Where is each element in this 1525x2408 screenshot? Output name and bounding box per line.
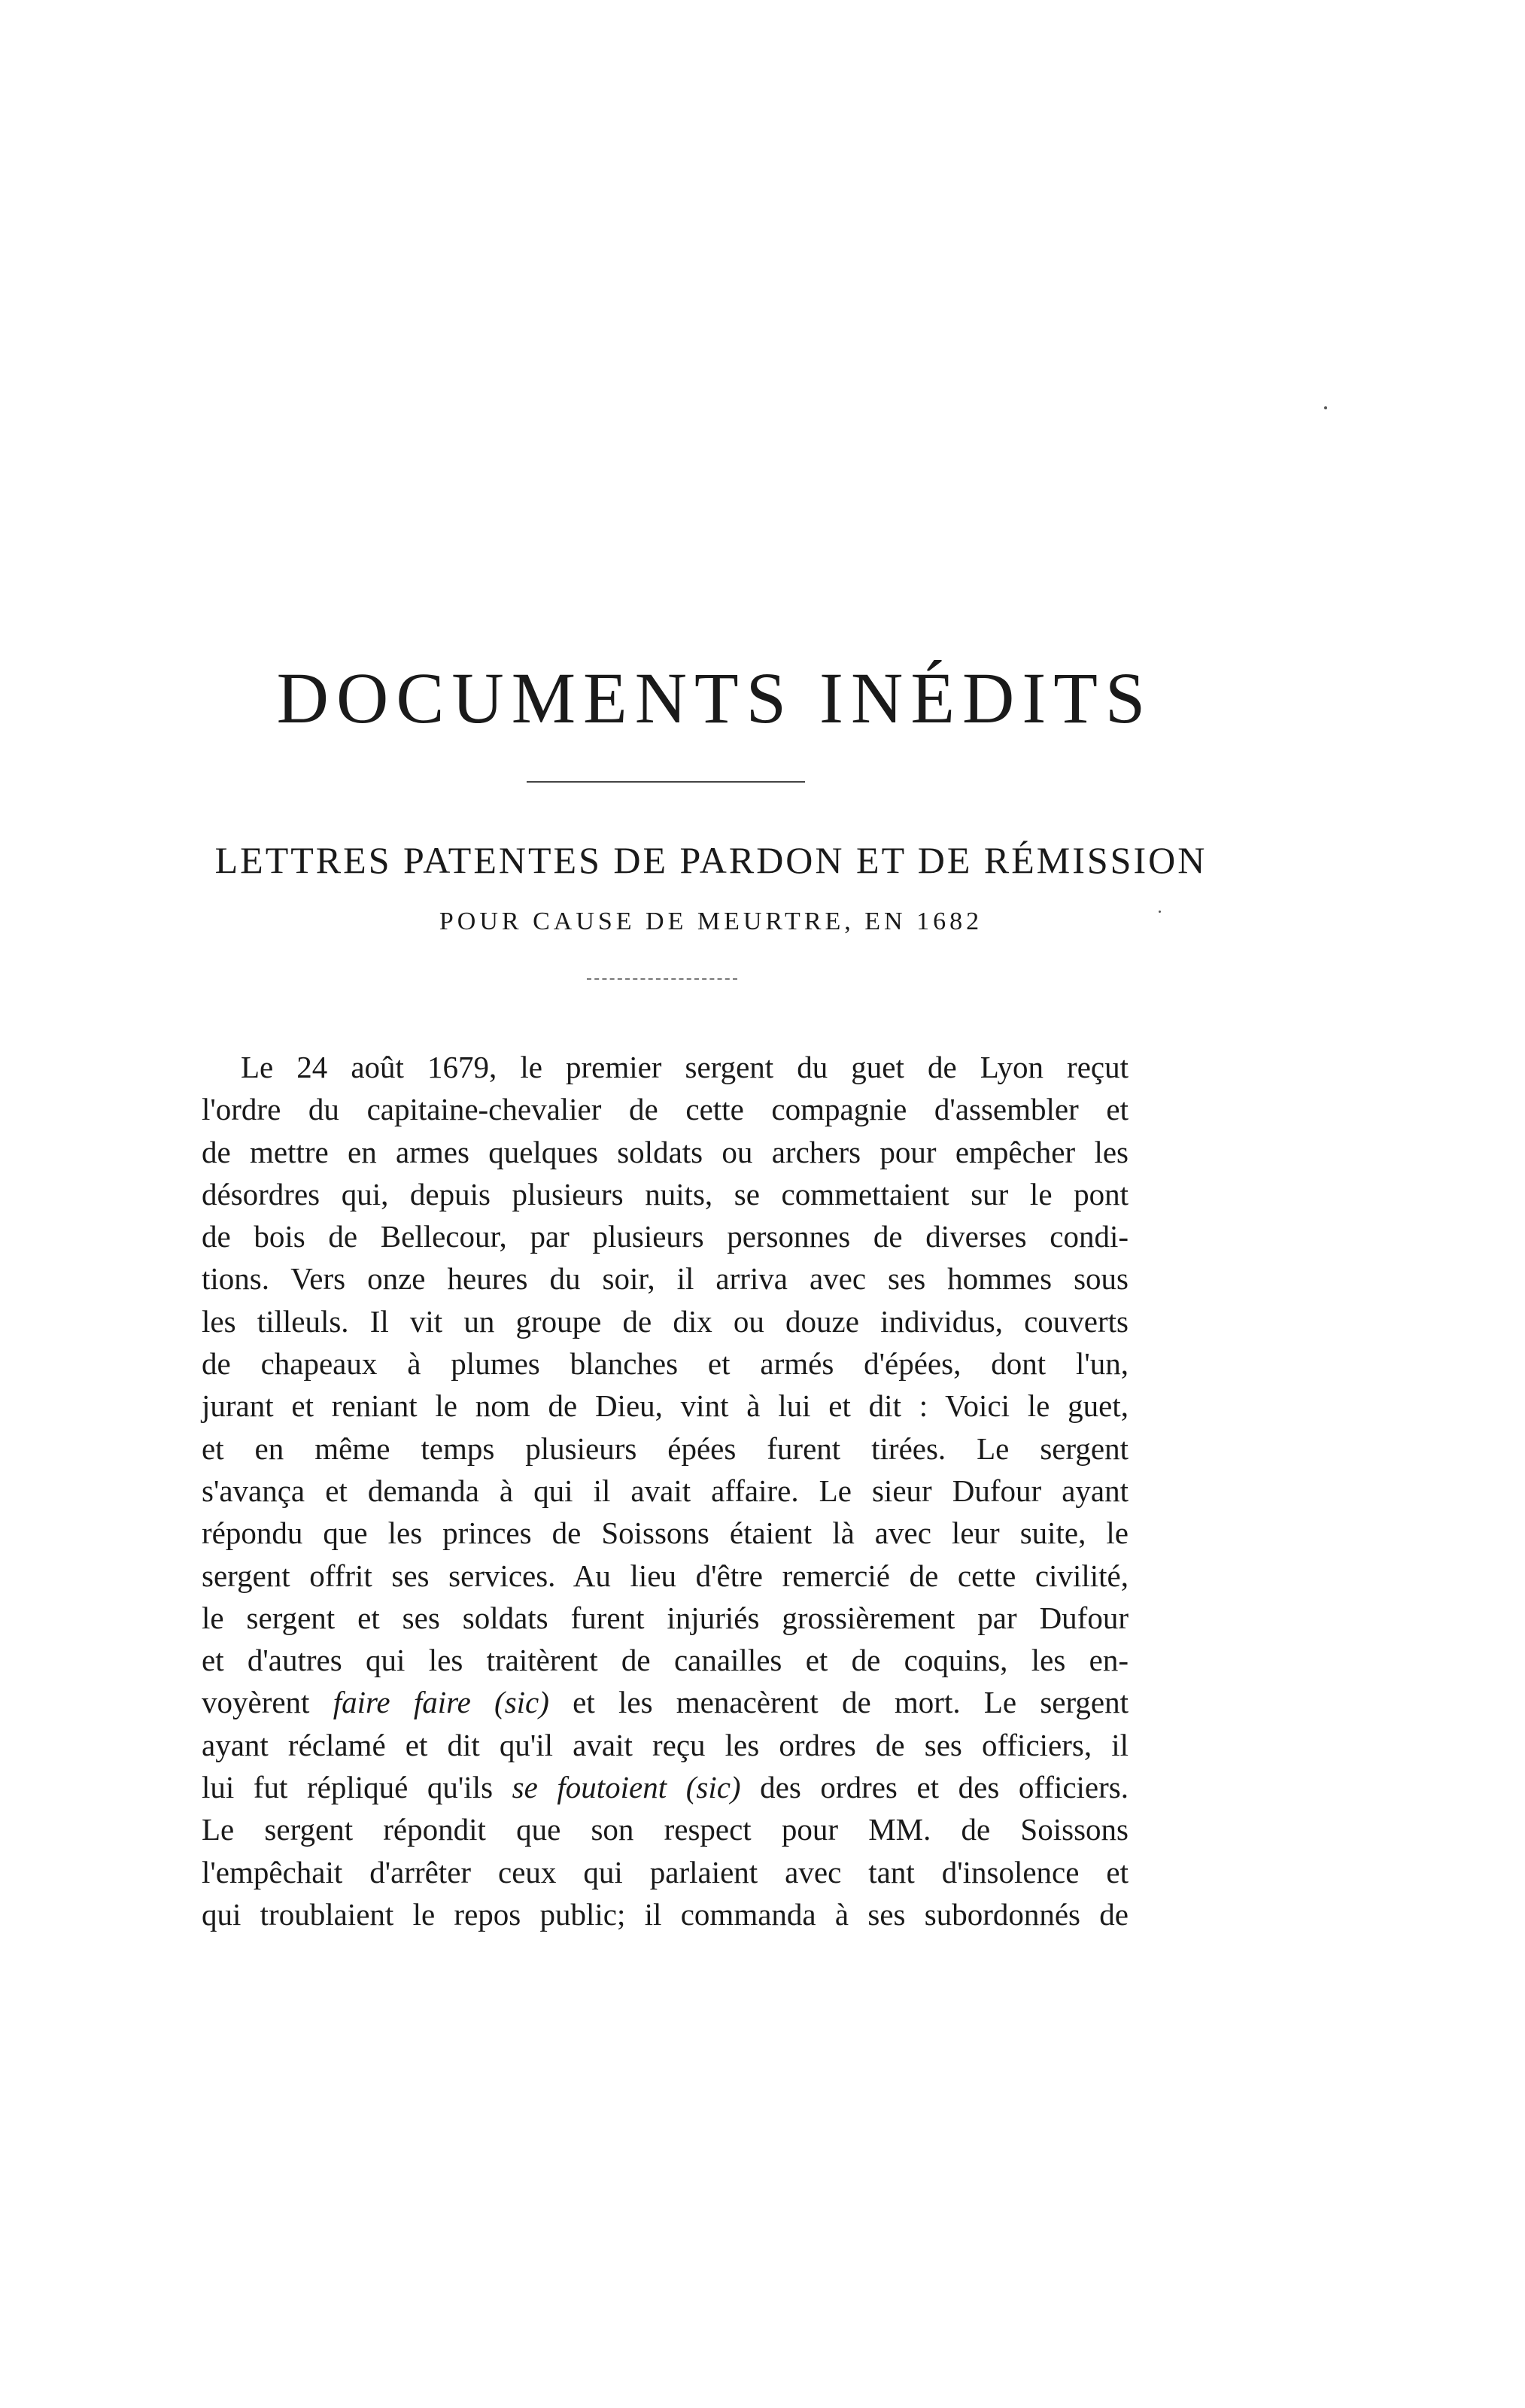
section-divider [587, 978, 737, 980]
text-line: et d'autres qui les traitèrent de canailles et de coquins, les en- [202, 1643, 1129, 1678]
text-line: l'empêchait d'arrêter ceux qui parlaient avec tant d'insolence et [202, 1854, 1129, 1890]
text-line: désordres qui, depuis plusieurs nuits, se commettaient sur le pont [202, 1176, 1129, 1212]
text-line: de chapeaux à plumes blanches et armés d'épées, dont l'un, [202, 1346, 1129, 1382]
text-segment: lui fut répliqué qu'ils [202, 1770, 512, 1805]
text-line: répondu que les princes de Soissons étaient là avec leur suite, le [202, 1516, 1129, 1551]
text-line: Le 24 août 1679, le premier sergent du guet de Lyon reçut [241, 1050, 1129, 1084]
text-line: qui troublaient le repos public; il commanda à ses subordonnés de [202, 1896, 1129, 1932]
text-line: Le sergent répondit que son respect pour MM. de Soissons [202, 1812, 1129, 1847]
print-speck [1324, 406, 1327, 409]
text-line: l'ordre du capitaine-chevalier de cette compagnie d'assembler et [202, 1092, 1129, 1127]
text-segment: voyèrent [202, 1685, 333, 1720]
text-line: de bois de Bellecour, par plusieurs personnes de diverses condi- [202, 1219, 1129, 1254]
title-divider [527, 781, 805, 783]
section-subtitle: POUR CAUSE DE MEURTRE, EN 1682 [439, 908, 983, 935]
italic-phrase: se foutoient (sic) [512, 1770, 741, 1805]
text-line: ayant réclamé et dit qu'il avait reçu les ordres de ses officiers, il [202, 1727, 1129, 1762]
body-text [202, 1046, 1129, 1935]
section-title: LETTRES PATENTES DE PARDON ET DE RÉMISSION [214, 839, 1208, 881]
text-line: jurant et reniant le nom de Dieu, vint à lui et dit : Voici le guet, [202, 1388, 1129, 1424]
text-line: de mettre en armes quelques soldats ou archers pour empêcher les [202, 1134, 1129, 1169]
text-line: et en même temps plusieurs épées furent tirées. Le sergent [202, 1431, 1129, 1466]
text-segment: des ordres et des officiers. [740, 1770, 1129, 1805]
text-line-with-italic [202, 1681, 1129, 1723]
text-line: les tilleuls. Il vit un groupe de dix ou douze individus, couverts [202, 1303, 1129, 1339]
italic-phrase: faire faire (sic) [333, 1685, 549, 1720]
document-title: DOCUMENTS INÉDITS [276, 658, 1153, 738]
text-line: le sergent et ses soldats furent injuriés grossièrement par Dufour [202, 1600, 1129, 1635]
text-segment: et les menacèrent de mort. Le sergent [548, 1685, 1129, 1720]
print-speck [1159, 911, 1161, 913]
text-line-with-italic [202, 1766, 1129, 1808]
text-line: s'avança et demanda à qui il avait affaire. Le sieur Dufour ayant [202, 1473, 1129, 1508]
text-line: sergent offrit ses services. Au lieu d'être remercié de cette civilité, [202, 1558, 1129, 1593]
text-line: tions. Vers onze heures du soir, il arriva avec ses hommes sous [202, 1261, 1129, 1297]
